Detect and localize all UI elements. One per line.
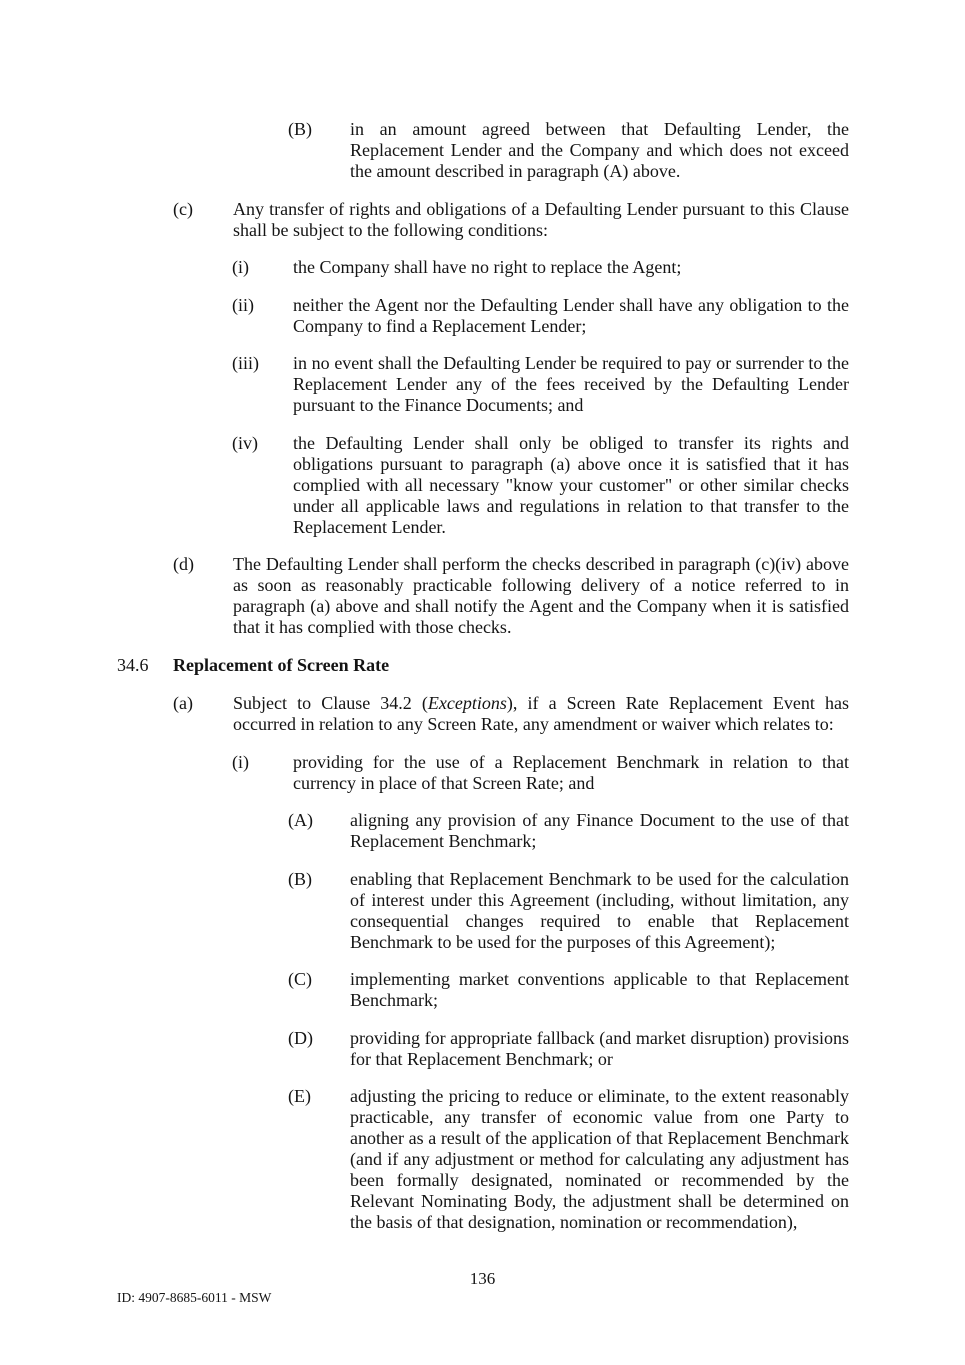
clause-marker: (B) [288, 119, 312, 139]
paragraph-a-i-E [0, 1086, 965, 1233]
clause-marker: (B) [288, 868, 312, 889]
clause-text: providing for appropriate fallback (and market disruption) provisions for that Replacement Benchmark; or [350, 1027, 849, 1069]
clause-marker: (iv) [232, 432, 258, 453]
clause-text: in an amount agreed between that Defaulting Lender, the Replacement Lender and the Company and which does not exceed the amount described in paragraph (A) above. [350, 119, 849, 181]
clause-marker: (C) [288, 969, 312, 989]
paragraph-top-B [0, 119, 965, 182]
clause-marker: (a) [173, 693, 193, 713]
paragraph-c-iv [0, 433, 965, 538]
clause-text: in no event shall the Defaulting Lender be required to pay or surrender to the Replacement Lender any of the fees received by the Defaulting Lender pursuant to the Finance Documents; and [293, 353, 849, 415]
clause-text-italic: Exceptions [427, 693, 507, 713]
paragraph-a [0, 693, 965, 735]
clause-marker: (iii) [232, 353, 259, 373]
section-number: 34.6 [117, 654, 149, 675]
clause-marker: (c) [173, 198, 193, 219]
section-title: Replacement of Screen Rate [173, 654, 390, 675]
clause-text: providing for the use of a Replacement Benchmark in relation to that currency in place of that Screen Rate; and [293, 751, 849, 793]
clause-text: the Company shall have no right to replace the Agent; [293, 257, 682, 277]
paragraph-a-i [0, 752, 965, 794]
clause-marker: (E) [288, 1086, 311, 1106]
clause-text-post: ), if a Screen Rate Replacement Event has occurred in relation to any Screen Rate, any amendment or waiver which relates to: [233, 693, 849, 734]
paragraph-d [0, 554, 965, 638]
clause-text-pre: Subject to Clause 34.2 ( [233, 693, 428, 713]
paragraph-a-i-C [0, 969, 965, 1011]
page-number: 136 [469, 1269, 496, 1288]
document-id-footer: ID: 4907-8685-6011 - MSW [117, 1290, 272, 1305]
clause-marker: (i) [232, 751, 249, 772]
clause-text: aligning any provision of any Finance Document to the use of that Replacement Benchmark; [350, 810, 849, 851]
clause-text: adjusting the pricing to reduce or eliminate, to the extent reasonably practicable, any transfer of economic value from one Party to another as a result of the application of that Replacement Benchmark (and if any adjustment or method for calculating any adjustment has been formally designated, nominated or recommended by the Relevant Nominating Body, the adjustment shall be determined on the basis of that designation, nomination or recommendation), [350, 1086, 849, 1232]
clause-marker: (A) [288, 810, 313, 830]
clause-text: implementing market conventions applicable to that Replacement Benchmark; [350, 969, 849, 1010]
paragraph-a-i-A [0, 810, 965, 852]
clause-marker: (i) [232, 257, 249, 277]
clause-text [233, 693, 849, 735]
paragraph-a-i-B [0, 869, 965, 953]
paragraph-c [0, 199, 965, 241]
paragraph-c-i [0, 257, 965, 278]
paragraph-c-iii [0, 353, 965, 416]
clause-marker: (D) [288, 1027, 313, 1048]
clause-text: enabling that Replacement Benchmark to be used for the calculation of interest under this Agreement (including, without limitation, any consequential changes required to enable that Replacement Benchmark to be used for the purposes of this Agreement); [350, 868, 849, 952]
section-heading-34-6 [0, 655, 965, 676]
clause-marker: (d) [173, 554, 194, 574]
paragraph-c-ii [0, 295, 965, 337]
clause-text: The Defaulting Lender shall perform the checks described in paragraph (c)(iv) above as soon as reasonably practicable following delivery of a notice referred to in paragraph (a) above and shall notify the Agent and the Company when it is satisfied that it has complied with those checks. [233, 554, 849, 637]
clause-text: Any transfer of rights and obligations of a Defaulting Lender pursuant to this Clause shall be subject to the following conditions: [233, 198, 849, 240]
paragraph-a-i-D [0, 1028, 965, 1070]
clause-text: the Defaulting Lender shall only be obliged to transfer its rights and obligations pursuant to paragraph (a) above once it is satisfied that it has complied with all necessary "know your customer" or other similar checks under all applicable laws and regulations in relation to that transfer to the Replacement Lender. [293, 432, 849, 537]
document-body [0, 119, 965, 1250]
clause-marker: (ii) [232, 294, 254, 315]
clause-text: neither the Agent nor the Defaulting Lender shall have any obligation to the Company to find a Replacement Lender; [293, 294, 849, 336]
